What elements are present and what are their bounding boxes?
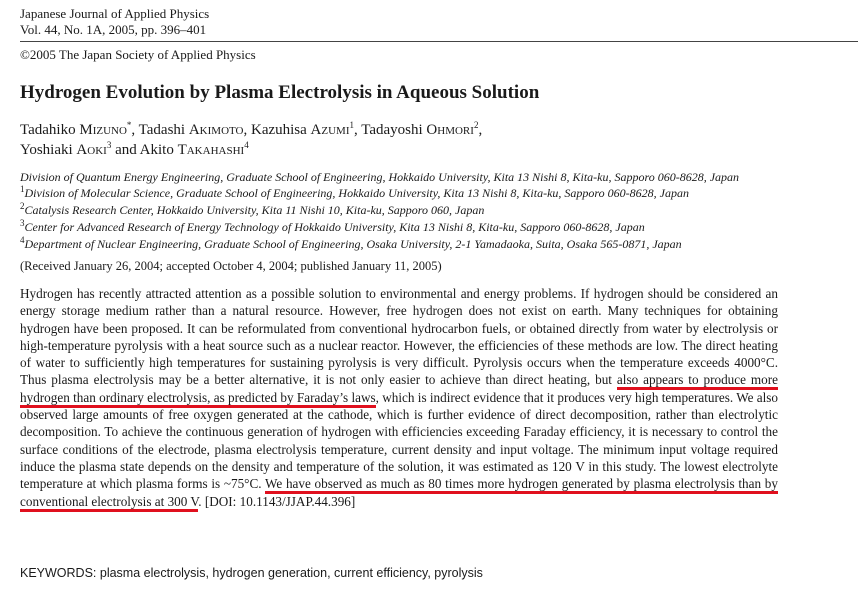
authors-line-2 [20,136,249,159]
affiliation-mark: 4 [20,235,25,245]
highlighted-sentence: We have observed as much as 80 times more hydrogen generated by plasma electrolysis than by conventional electrolysis at 300 V [20,476,778,511]
author-first: Tadahiko [20,122,80,138]
journal-name: Japanese Journal of Applied Physics [20,6,210,21]
author-first: Akito [139,142,178,158]
paper-title: Hydrogen Evolution by Plasma Electrolysis in Aqueous Solution [20,82,540,103]
authors-line-1: Tadahiko Mizuno*, Tadashi Akimoto, Kazuhisa Azumi$^1$, Tadayoshi Ohmori$^2$, [20,120,483,138]
author-mark: 4 [244,140,249,150]
author-last: Ohmori [426,122,474,138]
affiliation-text: Department of Nuclear Engineering, Graduate School of Engineering, Osaka University, 2-1 Yamadaoka, Suita, Osaka 565-0871, Japan [24,237,682,251]
affiliation-mark: 2 [20,201,25,211]
author-first: Kazuhisa [250,122,311,138]
affiliation-text: Center for Advanced Research of Energy Technology of Hokkaido University, Kita 13 Nishi 8, Kita-ku, Sapporo 060-8628, Japan [24,220,645,234]
affiliation-text: Division of Molecular Science, Graduate School of Engineering, Hokkaido University, Kita 13 Nishi 8, Kita-ku, Sapporo 060-8628, Japan [24,186,689,200]
author-first: Tadayoshi [361,122,427,138]
header-divider [20,41,858,42]
author-mark: 1 [349,120,354,130]
abstract-text: , which is indirect evidence that it produces very high temperatures. We also observed large amounts of free oxygen generated at the cathode, which is further evidence of direct decomposition, rather than electrolytic decomposition. To achieve the continuous generation of hydrogen with efficiencies exceeding Faraday efficiency, it is necessary to control the surface conditions of the electrode, plasma electrolysis temperature, current density and input voltage. The minimum input voltage required induce the plasma state depends on the density and temperature of the solution, it was estimated as 120 V in this study. The lowest electrolyte temperature at which plasma forms is ~75°C. [20,389,778,492]
publication-dates: (Received January 26, 2004; accepted October 4, 2004; published January 11, 2005) [20,259,442,273]
affiliation-4 [20,232,682,252]
affiliation-text: Catalysis Research Center, Hokkaido University, Kita 11 Nishi 10, Kita-ku, Sapporo 060, Japan [24,203,485,217]
author-last: Mizuno [79,122,127,138]
affiliation-mark: 3 [20,218,25,228]
author-and: and [111,142,140,158]
highlighted-sentence: also appears to produce more hydrogen than ordinary electrolysis, as predicted by Faraday’s laws [20,372,778,407]
journal-volume: Vol. 44, No. 1A, 2005, pp. 396–401 [20,22,207,37]
affiliation-mark: 1 [20,184,25,194]
affiliation-text: Division of Quantum Energy Engineering, Graduate School of Engineering, Hokkaido University, Kita 13 Nishi 8, Kita-ku, Sapporo 060-8628, Japan [20,170,740,184]
author-mark: * [126,120,132,130]
author-first: Tadashi [138,122,189,138]
abstract-doi: . [DOI: 10.1143/JJAP.44.396] [198,493,356,509]
copyright-line: ©2005 The Japan Society of Applied Physics [20,47,256,62]
author-last: Akimoto [188,122,244,138]
author-mark: 3 [106,140,112,150]
author-last: Azumi [310,122,350,138]
author-mark: 2 [473,120,479,130]
author-first: Yoshiaki [20,142,77,158]
abstract [20,285,778,510]
author-last: Aoki [76,142,107,158]
keywords: KEYWORDS: plasma electrolysis, hydrogen generation, current efficiency, pyrolysis [20,566,483,580]
author-last: Takahashi [177,142,245,158]
abstract-text: Hydrogen has recently attracted attention as a possible solution to environmental and energy problems. If hydrogen should be considered an energy storage medium rather than a natural resource. However, free hydrogen does not exist on earth. Many techniques for obtaining hydrogen have been proposed. It can be reformulated from conventional hydrocarbon fuels, or obtained directly from water by electrolysis or high-temperature pyrolysis with a heat source such as a nuclear reactor. However, the efficiencies of these methods are low. The direct heating of water to sufficiently high temperatures for sustaining pyrolysis is very difficult. Pyrolysis occurs when the temperature exceeds 4000°C. Thus plasma electrolysis may be a better alternative, it is not only easier to achieve than direct heating, but [20,286,778,388]
